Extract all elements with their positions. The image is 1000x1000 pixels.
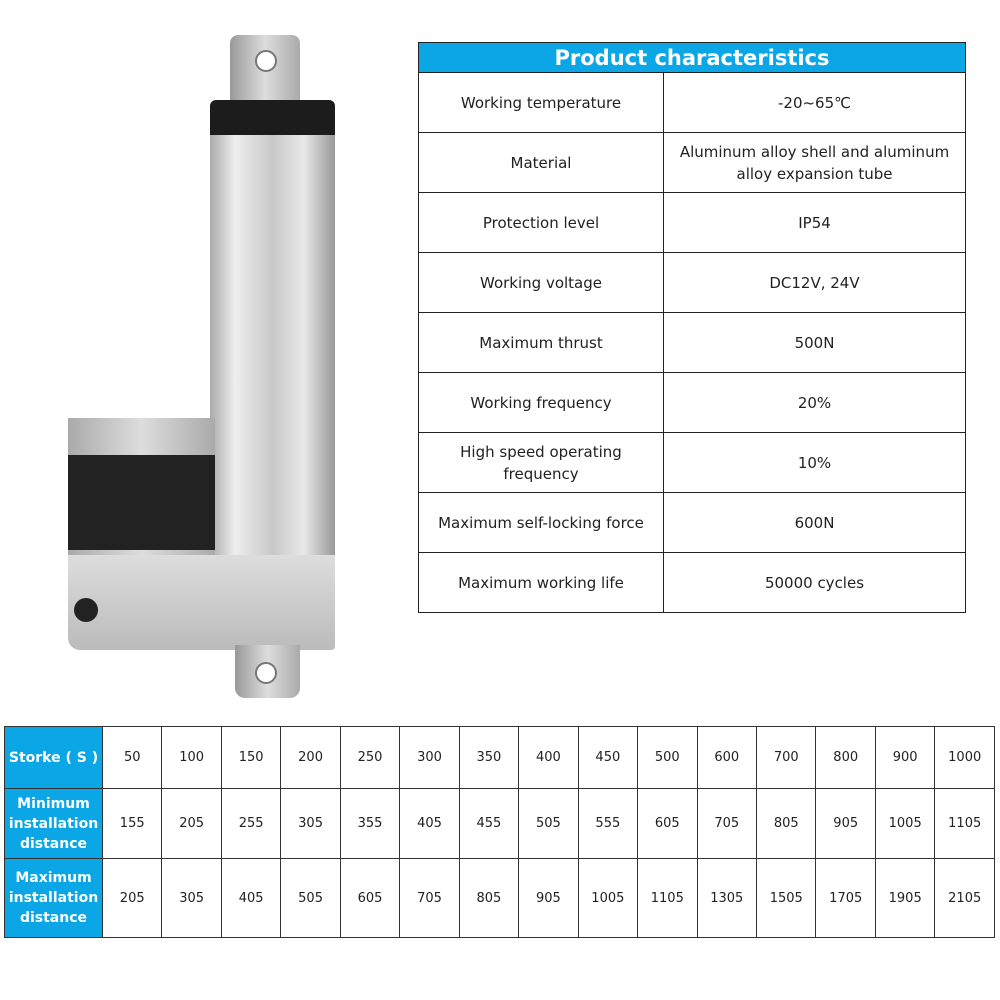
cell: 555 [578, 789, 637, 859]
cell: 200 [281, 727, 340, 789]
cell: 705 [400, 859, 459, 938]
cell: 505 [281, 859, 340, 938]
spec-key: Maximum self-locking force [419, 493, 664, 553]
spec-value: 500N [664, 313, 966, 373]
cell: 405 [400, 789, 459, 859]
cell: 1505 [757, 859, 816, 938]
cell: 455 [459, 789, 518, 859]
cell: 600 [697, 727, 756, 789]
spec-key: Working voltage [419, 253, 664, 313]
row-header: Minimum installation distance [5, 789, 103, 859]
cell: 900 [875, 727, 934, 789]
stroke-row [5, 859, 995, 938]
stroke-table [4, 726, 995, 938]
cell: 905 [816, 789, 875, 859]
table-title: Product characteristics [419, 43, 966, 73]
spec-value: Aluminum alloy shell and aluminum alloy expansion tube [664, 133, 966, 193]
cell: 805 [757, 789, 816, 859]
spec-row [419, 313, 966, 373]
cell: 255 [221, 789, 280, 859]
spec-row [419, 193, 966, 253]
spec-key: Working frequency [419, 373, 664, 433]
cell: 150 [221, 727, 280, 789]
cell: 155 [102, 789, 161, 859]
cell: 1105 [638, 859, 697, 938]
spec-key: Maximum working life [419, 553, 664, 613]
cell: 250 [340, 727, 399, 789]
cell: 400 [519, 727, 578, 789]
cell: 1005 [578, 859, 637, 938]
row-header: Storke ( S ) [5, 727, 103, 789]
cell: 1705 [816, 859, 875, 938]
cell: 1305 [697, 859, 756, 938]
spec-row [419, 493, 966, 553]
cell: 2105 [935, 859, 995, 938]
cell: 1905 [875, 859, 934, 938]
cell: 505 [519, 789, 578, 859]
row-header: Maximum installation distance [5, 859, 103, 938]
cell: 605 [340, 859, 399, 938]
stroke-row [5, 727, 995, 789]
spec-value: DC12V, 24V [664, 253, 966, 313]
cell: 205 [102, 859, 161, 938]
cell: 700 [757, 727, 816, 789]
cell: 800 [816, 727, 875, 789]
spec-value: 10% [664, 433, 966, 493]
cell: 405 [221, 859, 280, 938]
cell: 100 [162, 727, 221, 789]
cell: 205 [162, 789, 221, 859]
spec-row [419, 73, 966, 133]
spec-key: Protection level [419, 193, 664, 253]
spec-value: 20% [664, 373, 966, 433]
spec-value: 600N [664, 493, 966, 553]
cell: 50 [102, 727, 161, 789]
cell: 905 [519, 859, 578, 938]
cell: 805 [459, 859, 518, 938]
cell: 1105 [935, 789, 995, 859]
spec-row [419, 373, 966, 433]
cell: 450 [578, 727, 637, 789]
cell: 1000 [935, 727, 995, 789]
cell: 355 [340, 789, 399, 859]
spec-key: High speed operating frequency [419, 433, 664, 493]
stroke-row [5, 789, 995, 859]
cell: 300 [400, 727, 459, 789]
spec-row [419, 433, 966, 493]
spec-key: Material [419, 133, 664, 193]
cell: 705 [697, 789, 756, 859]
spec-value: 50000 cycles [664, 553, 966, 613]
cell: 350 [459, 727, 518, 789]
cell: 305 [162, 859, 221, 938]
spec-row [419, 253, 966, 313]
spec-value: IP54 [664, 193, 966, 253]
cell: 305 [281, 789, 340, 859]
spec-key: Maximum thrust [419, 313, 664, 373]
cell: 1005 [875, 789, 934, 859]
product-characteristics-table [418, 42, 966, 613]
spec-value: -20~65℃ [664, 73, 966, 133]
cell: 500 [638, 727, 697, 789]
spec-row [419, 553, 966, 613]
spec-row [419, 133, 966, 193]
spec-key: Working temperature [419, 73, 664, 133]
cell: 605 [638, 789, 697, 859]
